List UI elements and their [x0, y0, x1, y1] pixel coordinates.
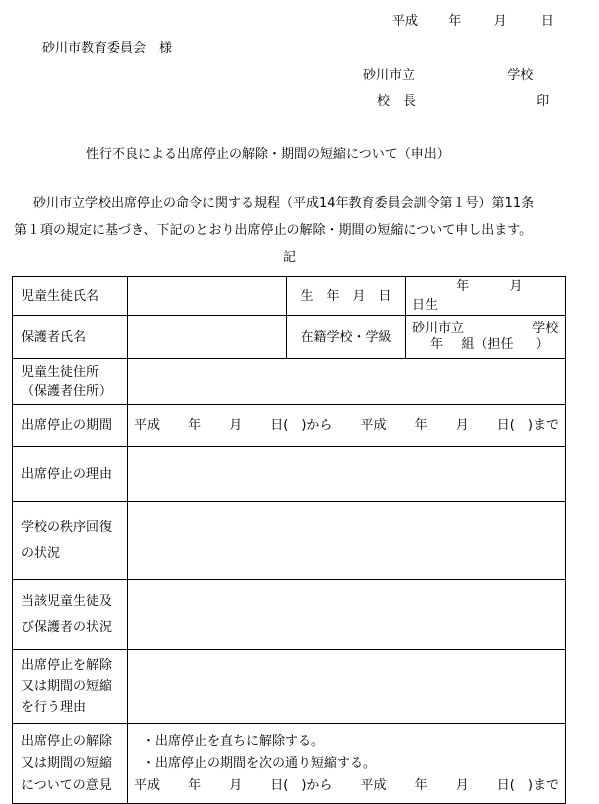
opinion-label: 出席停止の解除 又は期間の短縮 についての意見: [13, 724, 128, 804]
period-part-6: 月: [455, 418, 469, 433]
principal-line: [377, 90, 549, 109]
class-close: ）: [535, 337, 549, 352]
student-name-field[interactable]: [128, 277, 287, 316]
school-suffix: 学校: [507, 68, 534, 83]
opinion-period-part-5: 年: [414, 777, 428, 793]
opinion-period-part-1: 年: [188, 777, 202, 793]
row-order: [13, 502, 566, 580]
lift-reason-label: 出席停止を解除 又は期間の短縮 を行う理由: [13, 650, 128, 724]
lift-reason-field[interactable]: [128, 650, 566, 724]
date-year: 年: [448, 14, 462, 29]
period-part-2: 月: [229, 418, 243, 433]
order-field[interactable]: [128, 502, 566, 580]
opinion-period-part-6: 月: [455, 777, 469, 793]
row-student-status: [13, 580, 566, 650]
date-line: [392, 10, 554, 29]
school-grade-label: 在籍学校・学級: [287, 316, 406, 359]
application-form-table: [12, 276, 566, 804]
reason-field[interactable]: [128, 447, 566, 502]
opinion-period-part-0: 平成: [134, 777, 161, 793]
body-line-1: 砂川市立学校出席停止の命令に関する規程（平成14年教育委員会訓令第１号）第11条: [33, 196, 535, 211]
opinion-period-part-4: 平成: [360, 777, 387, 793]
period-part-1: 年: [188, 418, 202, 433]
date-day: 日: [540, 14, 554, 29]
row-reason: [13, 447, 566, 502]
row-opinion: [13, 724, 566, 804]
date-month: 月: [493, 14, 507, 29]
row-period: [13, 405, 566, 447]
row-address: [13, 359, 566, 405]
birth-year: 年: [456, 279, 470, 294]
grade-value: 年: [430, 337, 444, 352]
period-part-3: 日( )から: [270, 418, 333, 433]
school-grade-field[interactable]: [406, 316, 566, 359]
date-era: 平成: [392, 14, 419, 29]
period-part-4: 平成: [360, 418, 387, 433]
birth-field[interactable]: [406, 277, 566, 316]
ki-mark: 記: [283, 250, 297, 265]
opinion-period-part-7: 日( )まで: [496, 777, 559, 793]
birth-day: 日生: [412, 298, 439, 313]
birth-label: 生 年 月 日: [287, 277, 406, 316]
guardian-label: 保護者氏名: [13, 316, 128, 359]
student-name-label: 児童生徒氏名: [13, 277, 128, 316]
birth-month: 月: [509, 279, 523, 294]
row-guardian: [13, 316, 566, 359]
opinion-period-part-2: 月: [229, 777, 243, 793]
principal-label: 校 長: [377, 94, 417, 109]
address-label: 児童生徒住所 （保護者住所）: [13, 359, 128, 405]
opinion-period-part-3: 日( )から: [270, 777, 333, 793]
period-values: [134, 416, 559, 435]
period-part-7: 日( )まで: [496, 418, 559, 433]
period-part-0: 平成: [134, 418, 161, 433]
reason-label: 出席停止の理由: [13, 447, 128, 502]
student-status-field[interactable]: [128, 580, 566, 650]
opinion-field[interactable]: [128, 724, 566, 804]
school-line: [363, 64, 533, 83]
row-student-name: [13, 277, 566, 316]
address-field[interactable]: [128, 359, 566, 405]
period-field[interactable]: [128, 405, 566, 447]
period-label: 出席停止の期間: [13, 405, 128, 447]
school-value-suffix: 学校: [532, 321, 559, 336]
row-lift-reason: [13, 650, 566, 724]
school-prefix: 砂川市立: [363, 68, 416, 83]
document-title: 性行不良による出席停止の解除・期間の短縮について（申出）: [86, 147, 450, 162]
school-value-prefix: 砂川市立: [412, 321, 465, 336]
period-part-5: 年: [414, 418, 428, 433]
class-value: 組（担任: [461, 337, 514, 352]
body-line-2: 第１項の規定に基づき、下記のとおり出席停止の解除・期間の短縮について申し出ます。: [14, 223, 533, 238]
order-label: 学校の秩序回復 の状況: [13, 502, 128, 580]
opinion-period-values: [134, 775, 559, 797]
opinion-option-lift[interactable]: ・出席停止を直ちに解除する。: [142, 733, 325, 749]
seal-mark: 印: [536, 94, 550, 109]
student-status-label: 当該児童生徒及 び保護者の状況: [13, 580, 128, 650]
guardian-field[interactable]: [128, 316, 287, 359]
addressee: 砂川市教育委員会 様: [42, 41, 173, 56]
opinion-option-shorten[interactable]: ・出席停止の期間を次の通り短縮する。: [142, 755, 377, 771]
